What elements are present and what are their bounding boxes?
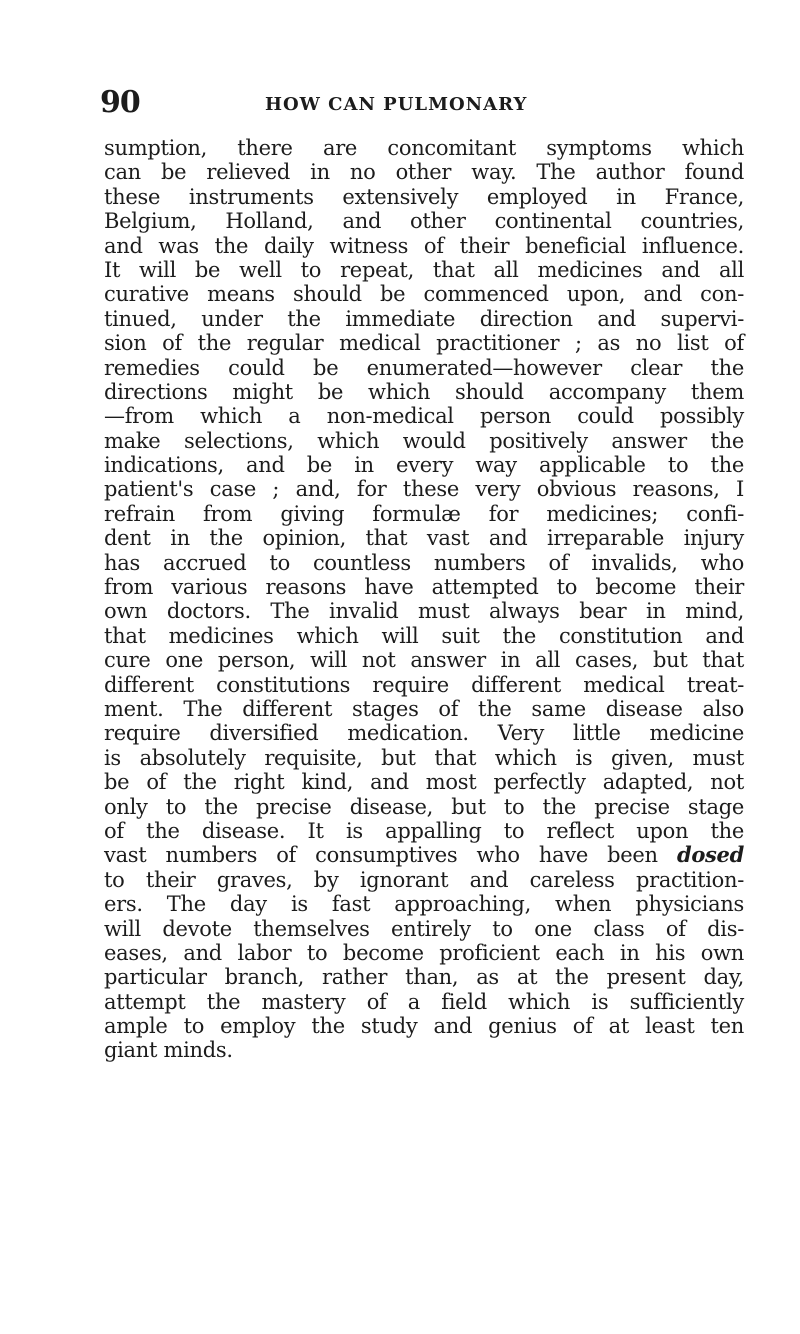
text-line: is absolutely requisite, but that which is given, must [104,745,744,770]
text-line: own doctors. The invalid must always bear in mind, [104,599,744,624]
text-line: remedies could be enumerated—however clear the [104,355,744,380]
text-line: refrain from giving formulæ for medicines; confi- [104,501,744,526]
text-line-with-italic [104,843,744,867]
text-line: only to the precise disease, but to the precise stage [104,794,744,819]
text-line: and was the daily witness of their beneficial influence. [104,233,744,258]
text-line: these instruments extensively employed in France, [104,184,744,209]
text-line: patient's case ; and, for these very obvious reasons, I [104,477,744,502]
text-line: to their graves, by ignorant and careless practition- [104,867,744,892]
text-line: tinued, under the immediate direction and supervi- [104,306,744,331]
text-line: cure one person, will not answer in all cases, but that [104,648,744,673]
page-number: 90 [100,85,140,120]
running-head: HOW CAN PULMONARY [265,94,528,115]
text-line: dent in the opinion, that vast and irreparable injury [104,526,744,551]
text-line: be of the right kind, and most perfectly adapted, not [104,770,744,795]
text-line: can be relieved in no other way. The author found [104,160,744,185]
page-header [100,86,740,126]
text-line: attempt the mastery of a field which is sufficiently [104,989,744,1014]
text-line: Belgium, Holland, and other continental countries, [104,209,744,234]
text-line: curative means should be commenced upon, and con- [104,282,744,307]
text-line: ample to employ the study and genius of at least ten [104,1014,744,1039]
text-line: make selections, which would positively answer the [104,428,744,453]
text-line: require diversified medication. Very little medicine [104,721,744,746]
text-line: eases, and labor to become proficient each in his own [104,940,744,965]
text-line: sumption, there are concomitant symptoms which [104,136,744,160]
text-line: ers. The day is fast approaching, when physicians [104,892,744,917]
text-line: particular branch, rather than, as at the present day, [104,965,744,990]
text-line: that medicines which will suit the constitution and [104,623,744,648]
text-line: of the disease. It is appalling to reflect upon the [104,818,744,843]
text-line: will devote themselves entirely to one class of dis- [104,916,744,941]
text-line: directions might be which should accompany them [104,379,744,404]
text-line: has accrued to countless numbers of invalids, who [104,550,744,575]
text-line: ment. The different stages of the same disease also [104,696,744,721]
text-line: sion of the regular medical practitioner ; as no list of [104,331,744,356]
text-line-last: giant minds. [104,1038,233,1063]
text-line-part: vast numbers of consumptives who have been [104,843,658,868]
text-line: It will be well to repeat, that all medicines and all [104,257,744,282]
text-line: indications, and be in every way applicable to the [104,453,744,478]
body-paragraph [104,136,744,1063]
text-line: from various reasons have attempted to become their [104,575,744,600]
italic-word: dosed [676,842,744,868]
text-line: —from which a non-medical person could possibly [104,404,744,429]
text-line: different constitutions require different medical treat- [104,672,744,697]
